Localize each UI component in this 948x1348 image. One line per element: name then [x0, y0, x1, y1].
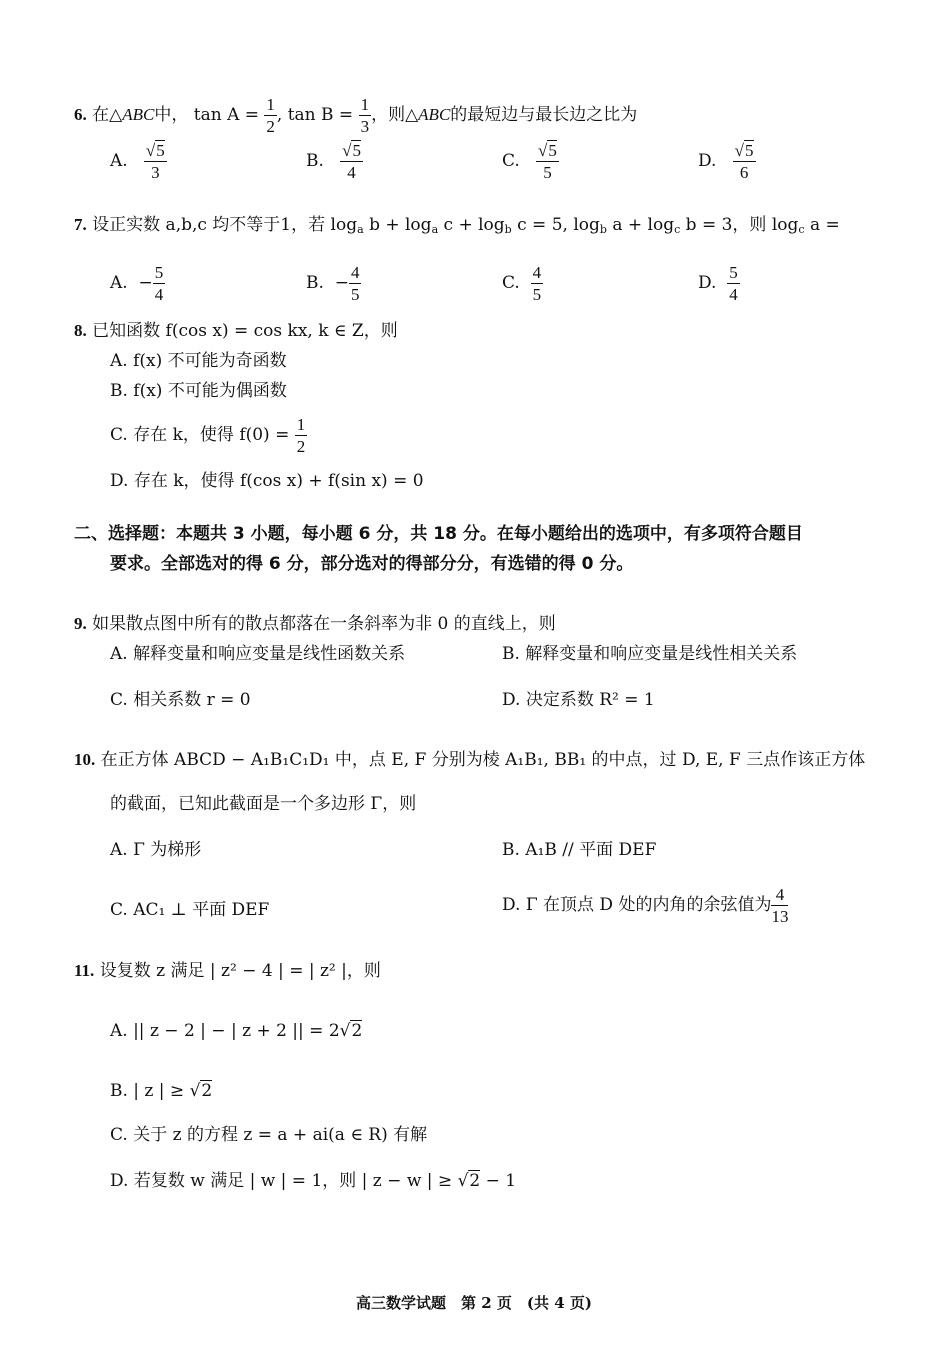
q9-number: 9.: [74, 614, 87, 633]
q6-frac-b: $\frac{1}{3}$: [360, 95, 370, 136]
q6-option-d-frac: $\frac{√5}{6}$: [734, 141, 754, 182]
q10-number: 10.: [74, 750, 96, 769]
q7-option-d: D. $\frac{5}{4}$: [698, 263, 738, 304]
q11-number: 11.: [74, 961, 95, 980]
q10-option-d: D. Γ 在顶点 D 处的内角的余弦值为 $\frac{4}{13}$: [502, 885, 789, 926]
q10-option-b: B. A₁B // 平面 DEF: [502, 840, 657, 860]
q11-option-c: C. 关于 z 的方程 z = a + ai(a ∈ R) 有解: [110, 1125, 428, 1145]
q9-option-b: B. 解释变量和响应变量是线性相关关系: [502, 644, 798, 664]
q8-stem: 8. 已知函数 f(cos x) = cos kx, k ∈ Z，则: [74, 321, 398, 341]
q9-option-d: D. 决定系数 R² = 1: [502, 690, 655, 710]
q6-abc: ABC: [122, 105, 155, 124]
q6-option-d: D. $\frac{√5}{6}$: [698, 141, 754, 182]
q6-frac-a: $\frac{1}{2}$: [266, 95, 275, 136]
q6-stem-b: 中，: [154, 105, 189, 125]
q10-option-a: A. Γ 为梯形: [110, 840, 202, 860]
q6-option-b: B. $\frac{√5}{4}$: [306, 141, 361, 182]
q6-stem-d: 的最短边与最长边之比为: [450, 105, 638, 125]
q11-option-a: A. || z − 2 | − | z + 2 || = 2√2: [110, 1021, 363, 1041]
q9-stem: 9. 如果散点图中所有的散点都落在一条斜率为非 0 的直线上，则: [74, 614, 556, 634]
q11-stem: 11. 设复数 z 满足 | z² − 4 | = | z² |，则: [74, 961, 381, 981]
q6-stem-a: 在△: [92, 105, 123, 125]
q7-option-a: A. − $\frac{5}{4}$: [110, 263, 164, 304]
q7-option-b: B. − $\frac{4}{5}$: [306, 263, 360, 304]
q10-option-c: C. AC₁ ⊥ 平面 DEF: [110, 900, 270, 920]
q9-option-c: C. 相关系数 r = 0: [110, 690, 251, 710]
q6-abc-2: ABC: [418, 105, 451, 124]
q10-stem-1: 10. 在正方体 ABCD − A₁B₁C₁D₁ 中，点 E, F 分别为棱 A₁B₁, BB₁ 的中点，过 D, E, F 三点作该正方体: [74, 750, 866, 770]
q6-option-b-frac: $\frac{√5}{4}$: [342, 141, 361, 182]
q8-option-c: C. 存在 k，使得 f(0) = $\frac{1}{2}$: [110, 415, 306, 456]
q9-option-a: A. 解释变量和响应变量是线性函数关系: [110, 644, 406, 664]
q6-tan-a: tan A =: [193, 105, 259, 125]
q6-number: 6.: [74, 105, 87, 124]
q7-number: 7.: [74, 215, 87, 234]
page-footer: 高三数学试题 第 2 页 (共 4 页): [356, 1294, 592, 1312]
q8-option-a: A. f(x) 不可能为奇函数: [110, 351, 287, 371]
q8-option-d: D. 存在 k，使得 f(cos x) + f(sin x) = 0: [110, 471, 424, 491]
q8-option-b: B. f(x) 不可能为偶函数: [110, 381, 287, 401]
q6-option-c: C. $\frac{√5}{5}$: [502, 141, 557, 182]
q7-stem: 7. 设正实数 a,b,c 均不等于1，若 $\log_a b + \log_a c + \log_b c = 5$, $\log_b a + \log_c b = 3$，则 $\log_c a$ =: [74, 215, 840, 236]
q6-option-a-frac: $\frac{√5}{3}$: [145, 141, 165, 182]
q7-option-c: C. $\frac{4}{5}$: [502, 263, 542, 304]
q6-option-c-frac: $\frac{√5}{5}$: [538, 141, 557, 182]
q6-option-a: A. $\frac{√5}{3}$: [110, 141, 165, 182]
section-2-line-1: 二、选择题：本题共 3 小题，每小题 6 分，共 18 分。在每小题给出的选项中，有多项符合题目: [74, 524, 803, 544]
q10-stem-2: 的截面，已知此截面是一个多边形 Γ，则: [110, 794, 417, 814]
q6-stem: [74, 94, 637, 137]
q11-option-d: D. 若复数 w 满足 | w | = 1，则 | z − w | ≥ √2 − 1: [110, 1171, 517, 1191]
q11-option-b: B. | z | ≥ √2: [110, 1081, 213, 1101]
section-2-heading: [74, 519, 803, 579]
q6-tan-b: , tan B =: [276, 105, 354, 125]
q6-stem-c: ，则△: [371, 105, 419, 125]
q8-number: 8.: [74, 321, 87, 340]
section-2-line-2: 要求。全部选对的得 6 分，部分选对的得部分分，有选错的得 0 分。: [110, 554, 634, 574]
